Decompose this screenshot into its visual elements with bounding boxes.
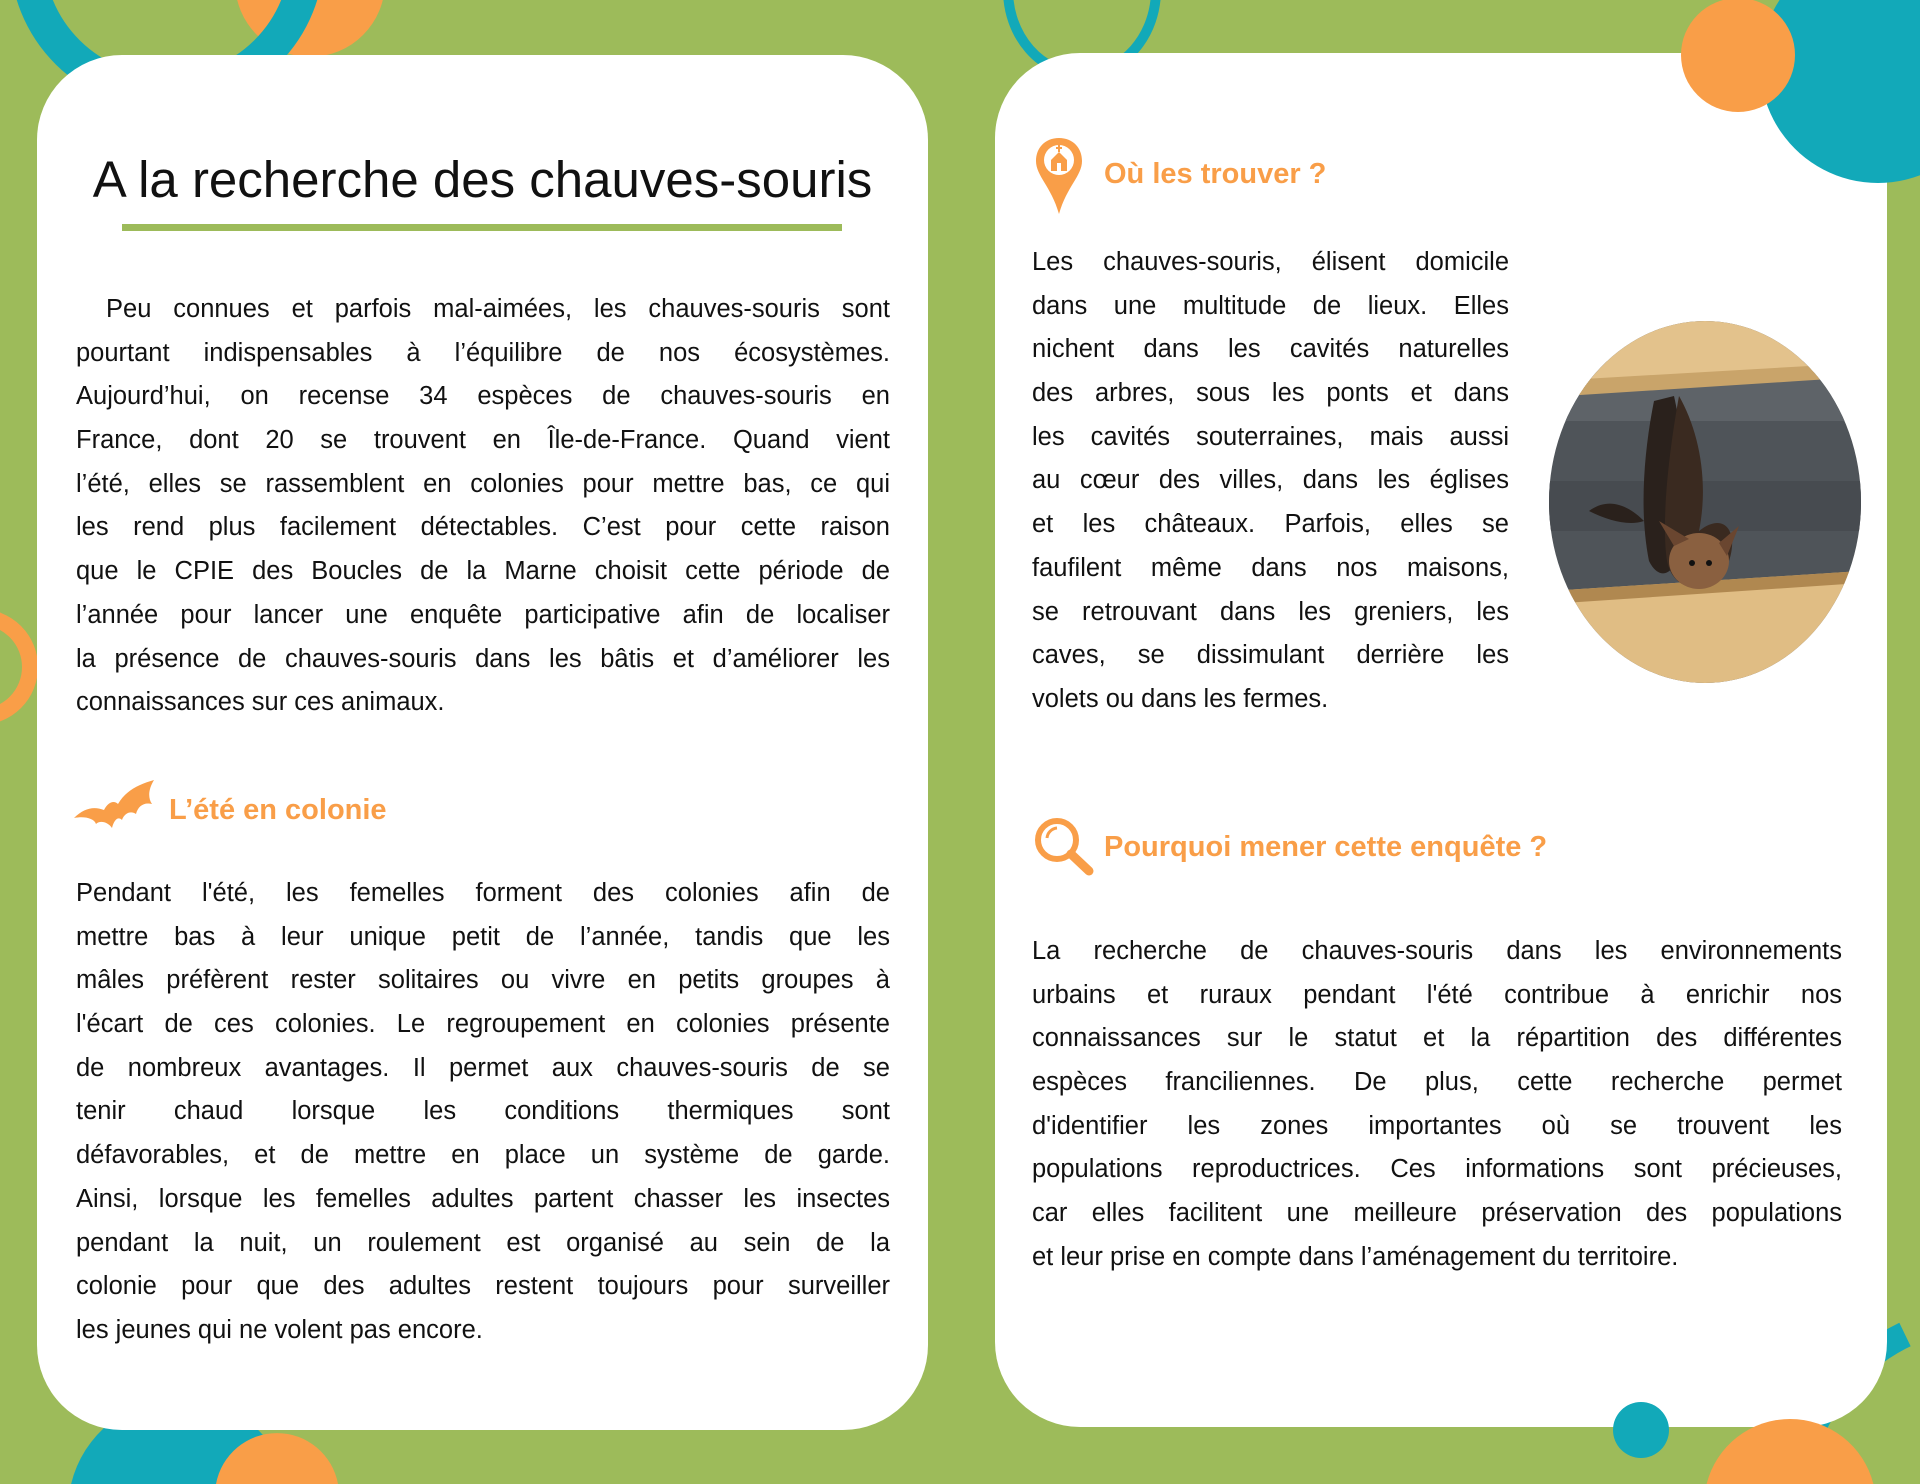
- paragraph-line: Ainsi, lorsque les femelles adultes partent chasser les insectes: [76, 1184, 890, 1213]
- section-heading-colony: L’été en colonie: [169, 794, 387, 826]
- paragraph-line: et les châteaux. Parfois, elles se: [1032, 510, 1509, 539]
- paragraph-line: France, dont 20 se trouvent en Île-de-France. Quand vient: [76, 426, 890, 455]
- paragraph-line: urbains et ruraux pendant l'été contribue à enrichir nos: [1032, 980, 1842, 1009]
- paragraph-line: nichent dans les cavités naturelles: [1032, 335, 1509, 364]
- paragraph-line: dans une multitude de lieux. Elles: [1032, 291, 1509, 320]
- bat-photo: [1549, 321, 1861, 683]
- paragraph-line: des arbres, sous les ponts et dans: [1032, 379, 1509, 408]
- paragraph-line: tenir chaud lorsque les conditions thermiques sont: [76, 1097, 890, 1126]
- paragraph-line: l'écart de ces colonies. Le regroupement en colonies présente: [76, 1010, 890, 1039]
- paragraph-line: caves, se dissimulant derrière les: [1032, 641, 1509, 670]
- deco-teal-dot-bottom-right: [1613, 1402, 1669, 1458]
- paragraph-line: d'identifier les zones importantes où se trouvent les: [1032, 1111, 1842, 1140]
- paragraph-line: pendant la nuit, un roulement est organisé au sein de la: [76, 1228, 890, 1257]
- paragraph-line: mâles préfèrent rester solitaires ou vivre en petits groupes à: [76, 966, 890, 995]
- paragraph-line: que le CPIE des Boucles de la Marne choisit cette période de: [76, 557, 890, 586]
- paragraph-line: espèces franciliennes. De plus, cette recherche permet: [1032, 1068, 1842, 1097]
- intro-paragraph: [76, 288, 890, 725]
- section-heading-where: Où les trouver ?: [1104, 158, 1327, 190]
- paragraph-line: Pendant l'été, les femelles forment des colonies afin de: [76, 879, 890, 907]
- paragraph-line: faufilent même dans nos maisons,: [1032, 553, 1509, 582]
- paragraph-line: connaissances sur le statut et la répartition des différentes: [1032, 1024, 1842, 1053]
- paragraph-line: les cavités souterraines, mais aussi: [1032, 422, 1509, 451]
- paragraph-line: se retrouvant dans les greniers, les: [1032, 597, 1509, 626]
- paragraph-line: Peu connues et parfois mal-aimées, les chauves-souris sont: [106, 295, 890, 323]
- why-paragraph: [1032, 930, 1842, 1280]
- paragraph-line: au cœur des villes, dans les églises: [1032, 466, 1509, 495]
- paragraph-line: les jeunes qui ne volent pas encore.: [76, 1315, 483, 1344]
- page-title: A la recherche des chauves-souris: [92, 151, 873, 208]
- paragraph-line: l’été, elles se rassemblent en colonies pour mettre bas, ce qui: [76, 469, 890, 498]
- paragraph-line: Les chauves-souris, élisent domicile: [1032, 248, 1509, 276]
- magnifier-icon: [1033, 816, 1095, 876]
- paragraph-line: populations reproductrices. Ces informations sont précieuses,: [1032, 1155, 1842, 1184]
- title-underline: [122, 224, 842, 231]
- paragraph-line: car elles facilitent une meilleure préservation des populations: [1032, 1199, 1842, 1228]
- paragraph-line: connaissances sur ces animaux.: [76, 688, 445, 717]
- section-heading-why: Pourquoi mener cette enquête ?: [1104, 831, 1548, 863]
- paragraph-line: Aujourd’hui, on recense 34 espèces de chauves-souris en: [76, 382, 890, 411]
- bat-icon: [74, 780, 156, 832]
- deco-orange-circle-bottom-right: [1707, 1419, 1874, 1484]
- paragraph-line: les rend plus facilement détectables. C’est pour cette raison: [76, 513, 890, 542]
- location-pin-church-icon: [1033, 136, 1085, 216]
- paragraph-line: colonie pour que des adultes restent toujours pour surveiller: [76, 1272, 890, 1301]
- paragraph-line: défavorables, et de mettre en place un système de garde.: [76, 1141, 890, 1170]
- colony-paragraph: [76, 872, 890, 1353]
- paragraph-line: La recherche de chauves-souris dans les environnements: [1032, 937, 1842, 965]
- paragraph-line: pourtant indispensables à l’équilibre de nos écosystèmes.: [76, 338, 890, 367]
- paragraph-line: la présence de chauves-souris dans les bâtis et d’améliorer les: [76, 644, 890, 673]
- paragraph-line: et leur prise en compte dans l’aménagement du territoire.: [1032, 1242, 1679, 1271]
- paragraph-line: mettre bas à leur unique petit de l’année, tandis que les: [76, 922, 890, 951]
- paragraph-line: de nombreux avantages. Il permet aux chauves-souris de se: [76, 1053, 890, 1082]
- paragraph-line: volets ou dans les fermes.: [1032, 684, 1329, 713]
- paragraph-line: l’année pour lancer une enquête participative afin de localiser: [76, 600, 890, 629]
- where-paragraph: [1032, 241, 1509, 722]
- deco-orange-circle-top-right: [1681, 0, 1795, 112]
